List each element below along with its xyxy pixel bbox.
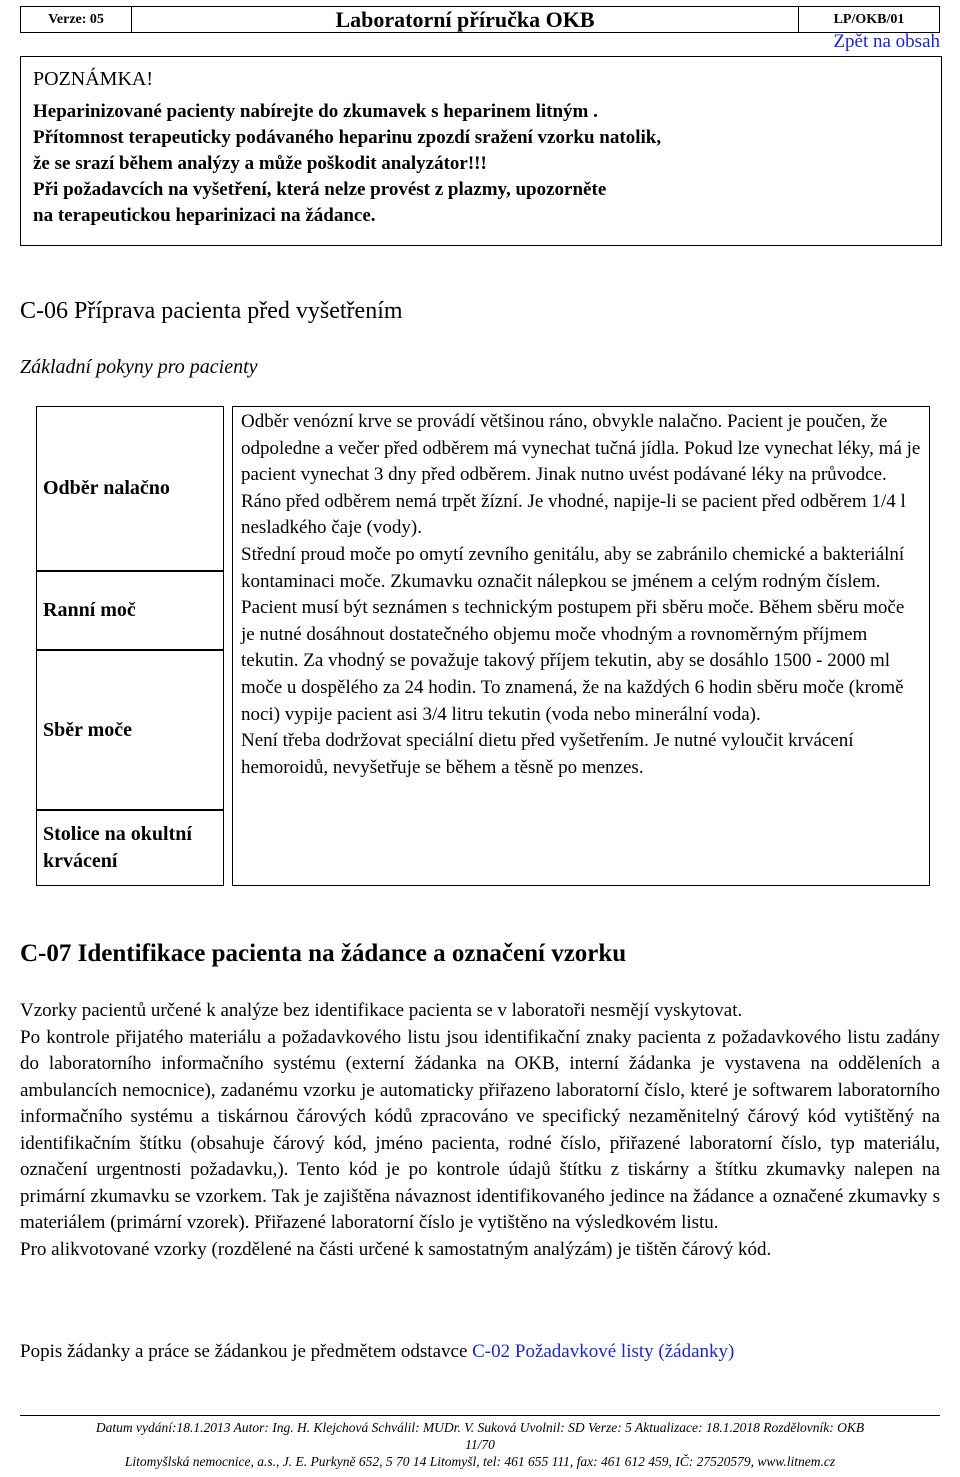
note-text <box>33 99 929 229</box>
row-label: Ranní moč <box>36 571 224 650</box>
row-label: Odběr nalačno <box>36 406 224 571</box>
paragraph: Pro alikvotované vzorky (rozdělené na části určené k samostatným analýzám) je tištěn čárový kód. <box>20 1238 772 1260</box>
back-to-contents-link[interactable]: Zpět na obsah <box>833 31 940 52</box>
header-version: Verze: 05 <box>21 7 132 32</box>
row-text: Pacient musí být seznámen s technickým postupem při sběru moče. Během sběru moče je nutné dosáhnout dostatečného objemu moče vhodným a rovnoměrným příjmem tekutin. Za vhodný se považuje takový příjem tekutin, aby se dosáhlo 1500 - 2000 ml moče u dospělého za 24 hodin. To znamená, že na každých 6 hodin sběru moče (kromě noci) vypije pacient asi 3/4 litru tekutin (voda nebo minerální voda). <box>241 597 905 725</box>
page-header <box>20 6 940 33</box>
row-text: Odběr venózní krve se provádí většinou ráno, obvykle nalačno. Pacient je poučen, že odpoledne a večer před odběrem má vynechat tučná jídla. Pokud lze vynechat léky, má je pacient vynechat 3 dny před odběrem. Jinak nutno uvést podávané léky na průvodce. Ráno před odběrem nemá trpět žízní. Je vhodné, napije-li se pacient před odběrem 1/4 l nesladkého čaje (vody). <box>241 411 921 539</box>
section-c07-heading: C-07 Identifikace pacienta na žádance a označení vzorku <box>20 940 627 967</box>
section-c06-subheading: Základní pokyny pro pacienty <box>20 356 258 378</box>
c02-link[interactable]: C-02 Požadavkové listy (žádanky) <box>472 1341 735 1362</box>
note-line: na terapeutickou heparinizaci na žádance. <box>33 205 376 226</box>
section-c06-heading: C-06 Příprava pacienta před vyšetřením <box>20 298 403 324</box>
paragraph: Vzorky pacientů určené k analýze bez identifikace pacienta se v laboratoři nesmějí vyskytovat. <box>20 1000 743 1021</box>
row-label: Stolice na okultní krvácení <box>36 810 224 886</box>
row-text: Není třeba dodržovat speciální dietu před vyšetřením. Je nutné vyloučit krvácení hemoroidů, nevyšetřuje se během a těsně po menzes. <box>241 730 854 778</box>
paragraph <box>20 1339 940 1366</box>
label-column <box>36 406 224 886</box>
row-label: Sběr moče <box>36 650 224 810</box>
row-text: Střední proud moče po omytí zevního genitálu, aby se zabránilo chemické a bakteriální kontaminaci moče. Zkumavku označit nálepkou se jménem a celým rodným číslem. <box>241 543 905 592</box>
note-line: že se srazí během analýzy a může poškodit analyzátor!!! <box>33 153 487 174</box>
note-line: Heparinizované pacienty nabírejte do zkumavek s heparinem litným . <box>33 101 598 122</box>
reference-text: Popis žádanky a práce se žádankou je předmětem odstavce <box>20 1341 473 1362</box>
footer-address: Litomyšlská nemocnice, a.s., J. E. Purkyně 652, 5 70 14 Litomyšl, tel: 461 655 111, fax: 461 612 459, IČ: 27520579, www.litnem.cz <box>124 1454 836 1469</box>
section-c07-body <box>20 998 940 1263</box>
patient-instructions-table <box>36 406 930 886</box>
note-line: Při požadavcích na vyšetření, která nelze provést z plazmy, upozorněte <box>33 179 607 200</box>
note-box <box>20 56 942 246</box>
page-number: 11/70 <box>465 1437 495 1452</box>
note-line: Přítomnost terapeuticky podávaného heparinu zpozdí sražení vzorku natolik, <box>33 127 662 148</box>
section-c07-reference <box>20 1339 940 1366</box>
paragraph: Po kontrole přijatého materiálu a požadavkového listu jsou identifikační znaky pacienta z požadavkového listu zadány do laboratorního informačního systému (externí žádanka na OKB, interní žádanka je vystavena na odděleních a ambulancích nemocnice), zadanému vzorku je automaticky přiřazeno laboratorní číslo, které je softwarem laboratorního informačního systému a tiskárnou čárových kódů zpracováno ve specifický nezaměnitelný čárový kód vytištěný na identifikačním štítku (obsahuje čárový kód, jméno pacienta, rodné číslo, přiřazené laboratorní číslo, typ materiálu, označení urgentnosti požadavku,). Tento kód je po kontrole údajů štítku z tiskárny a štítku zkumavky nalepen na primární zkumavku se vzorkem. Tak je zajištěna návaznost identifikovaného jedince na žádance a označené zkumavky s materiálem (primární vzorek). Přiřazené laboratorní číslo je vytištěno na výsledkovém listu. <box>20 1026 940 1233</box>
header-code: LP/OKB/01 <box>798 7 939 32</box>
note-label: POZNÁMKA! <box>33 68 153 90</box>
text-column <box>232 406 930 886</box>
footer-meta: Datum vydání:18.1.2013 Autor: Ing. H. Klejchová Schválil: MUDr. V. Suková Uvolnil: SD Verze: 5 Aktualizace: 18.1.2018 Rozdělovník: OKB <box>95 1420 865 1435</box>
page-footer <box>20 1415 940 1470</box>
header-title: Laboratorní příručka OKB <box>335 6 595 32</box>
